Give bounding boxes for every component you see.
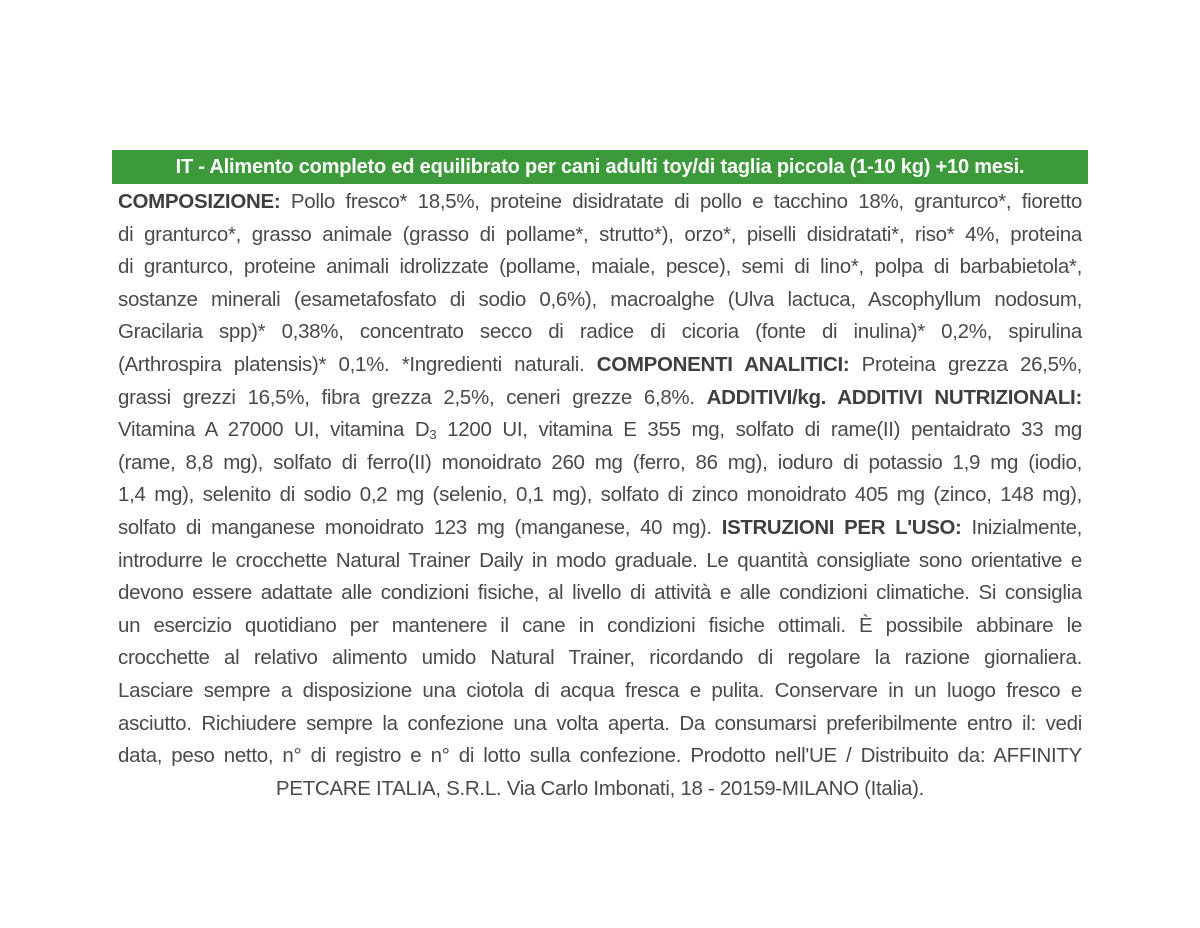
label-line-18 — [118, 740, 1082, 773]
label-line-6 — [118, 349, 1082, 382]
label-text: sostanze minerali (esametafosfato di sodio 0,6%), macroalghe (Ulva lactuca, Ascophyllum nodosum, — [118, 287, 1082, 311]
label-body — [112, 186, 1088, 805]
label-line-10 — [118, 479, 1082, 512]
label-text: asciutto. Richiudere sempre la confezione una volta aperta. Da consumarsi preferibilmente entro il: vedi — [118, 711, 1082, 735]
label-text: grassi grezzi 16,5%, fibra grezza 2,5%, ceneri grezze 6,8%. — [118, 385, 707, 409]
label-text: devono essere adattate alle condizioni fisiche, al livello di attività e alle condizioni climatiche. Si consiglia — [118, 581, 1082, 605]
label-line-17 — [118, 708, 1082, 741]
label-text: solfato di manganese monoidrato 123 mg (manganese, 40 mg). — [118, 516, 722, 539]
label-text: Gracilaria spp)* 0,38%, concentrato secco di radice di cicoria (fonte di inulina)* 0,2%, spirulina — [118, 320, 1082, 344]
label-header — [112, 150, 1088, 184]
label-text: crocchette al relativo alimento umido Natural Trainer, ricordando di regolare la razione giornaliera. — [118, 646, 1082, 670]
label-line-3 — [118, 251, 1082, 284]
label-line-2 — [118, 219, 1082, 252]
label-line-5 — [118, 316, 1082, 349]
label-text: Inizialmente, — [961, 516, 1082, 539]
label-line-15 — [118, 642, 1082, 675]
label-text: di granturco, proteine animali idrolizzate (pollame, maiale, pesce), semi di lino*, polpa di barbabietola*, — [118, 255, 1082, 279]
label-text: data, peso netto, n° di registro e n° di lotto sulla confezione. Prodotto nell'UE / Distribuito da: AFFINITY — [118, 744, 1082, 768]
label-line-19 — [118, 773, 1082, 806]
istruzioni-heading: ISTRUZIONI PER L'USO: — [721, 516, 962, 539]
label-line-1 — [118, 186, 1082, 219]
label-text: (Arthrospira platensis)* 0,1%. *Ingredienti naturali. — [118, 352, 597, 376]
label-text: (rame, 8,8 mg), solfato di ferro(II) monoidrato 260 mg (ferro, 86 mg), ioduro di potassio 1,9 mg (iodio, — [118, 450, 1082, 474]
label-text: Lasciare sempre a disposizione una ciotola di acqua fresca e pulita. Conservare in un luogo fresco e — [118, 678, 1082, 702]
label-text: 1,4 mg), selenito di sodio 0,2 mg (selenio, 0,1 mg), solfato di zinco monoidrato 405 mg (zinco, 148 mg), — [118, 483, 1082, 507]
product-label — [112, 150, 1088, 805]
label-text: Vitamina A 27000 UI, vitamina D — [118, 418, 430, 442]
label-line-7 — [118, 382, 1082, 415]
label-line-4 — [118, 284, 1082, 317]
composizione-heading: COMPOSIZIONE: — [118, 190, 281, 213]
label-line-11 — [118, 512, 1082, 545]
label-line-16 — [118, 675, 1082, 708]
label-text: PETCARE ITALIA, S.R.L. Via Carlo Imbonati, 18 - 20159-MILANO (Italia). — [275, 776, 925, 800]
label-text: Pollo fresco* 18,5%, proteine disidratate di pollo e tacchino 18%, granturco*, fioretto — [280, 190, 1082, 213]
label-text: Proteina grezza 26,5%, — [849, 352, 1082, 376]
label-header-title: IT - Alimento completo ed equilibrato per cani adulti toy/di taglia piccola (1-10 kg) +10 mesi. — [175, 156, 1025, 178]
label-text: 1200 UI, vitamina E 355 mg, solfato di rame(II) pentaidrato 33 mg — [436, 418, 1082, 442]
label-text: introdurre le crocchette Natural Trainer Daily in modo graduale. Le quantità consigliate sono orientative e — [118, 548, 1082, 572]
label-line-13 — [118, 577, 1082, 610]
label-text: di granturco*, grasso animale (grasso di pollame*, strutto*), orzo*, piselli disidratati*, riso* 4%, proteina — [118, 222, 1082, 246]
subscript: 3 — [429, 427, 437, 443]
label-line-9 — [118, 447, 1082, 480]
label-line-8 — [118, 414, 1082, 447]
additivi-heading: ADDITIVI/kg. ADDITIVI NUTRIZIONALI: — [706, 385, 1082, 409]
label-line-14 — [118, 610, 1082, 643]
componenti-heading: COMPONENTI ANALITICI: — [596, 352, 850, 376]
label-text: un esercizio quotidiano per mantenere il cane in condizioni fisiche ottimali. È possibile abbinare le — [118, 613, 1082, 637]
label-line-12 — [118, 545, 1082, 578]
